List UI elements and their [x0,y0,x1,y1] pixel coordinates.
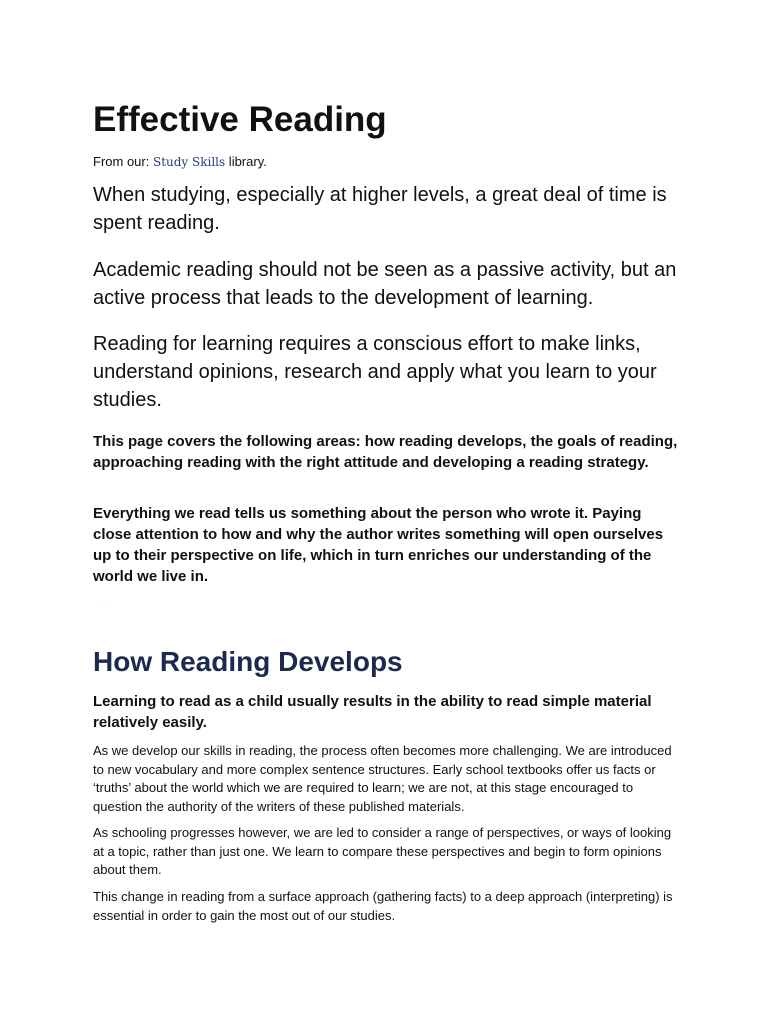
section-heading: How Reading Develops [93,646,403,677]
stray-mark: · [103,600,105,606]
source-suffix: library. [225,154,267,169]
body-paragraph: This change in reading from a surface approach (gathering facts) to a deep approach (interpreting) is essential in order to gain the most out of our studies. [93,889,673,923]
body-paragraph: As we develop our skills in reading, the process often becomes more challenging. We are introduced to new vocabulary and more complex sentence structures. Early school textbooks offer us facts or ‘truths’ about the world which we are required to learn; we are not, at this stage encouraged to question the authority of the writers of these published materials. [93,743,672,814]
lead-paragraph: When studying, especially at higher levels, a great deal of time is spent reading. [93,184,667,234]
lead-paragraph: Academic reading should not be seen as a passive activity, but an active process that leads to the development of learning. [93,259,677,309]
source-prefix: From our: [93,154,153,169]
lead-paragraph: Reading for learning requires a conscious effort to make links, understand opinions, research and apply what you learn to your studies. [93,333,657,411]
body-paragraph: As schooling progresses however, we are led to consider a range of perspectives, or ways of looking at a topic, rather than just one. We learn to compare these perspectives and begin to form opinions about them. [93,825,672,877]
summary-paragraph: This page covers the following areas: how reading develops, the goals of reading, approaching reading with the right attitude and developing a reading strategy. [93,433,678,471]
page-title: Effective Reading [93,100,387,139]
study-skills-link[interactable]: Study Skills [152,155,226,169]
summary-paragraph: Everything we read tells us something about the person who wrote it. Paying close attention to how and why the author writes something will open ourselves up to their perspective on life, which in turn enriches our understanding of the world we live in. [93,505,664,585]
source-line [93,154,267,169]
section-intro: Learning to read as a child usually results in the ability to read simple material relatively easily. [93,693,652,731]
